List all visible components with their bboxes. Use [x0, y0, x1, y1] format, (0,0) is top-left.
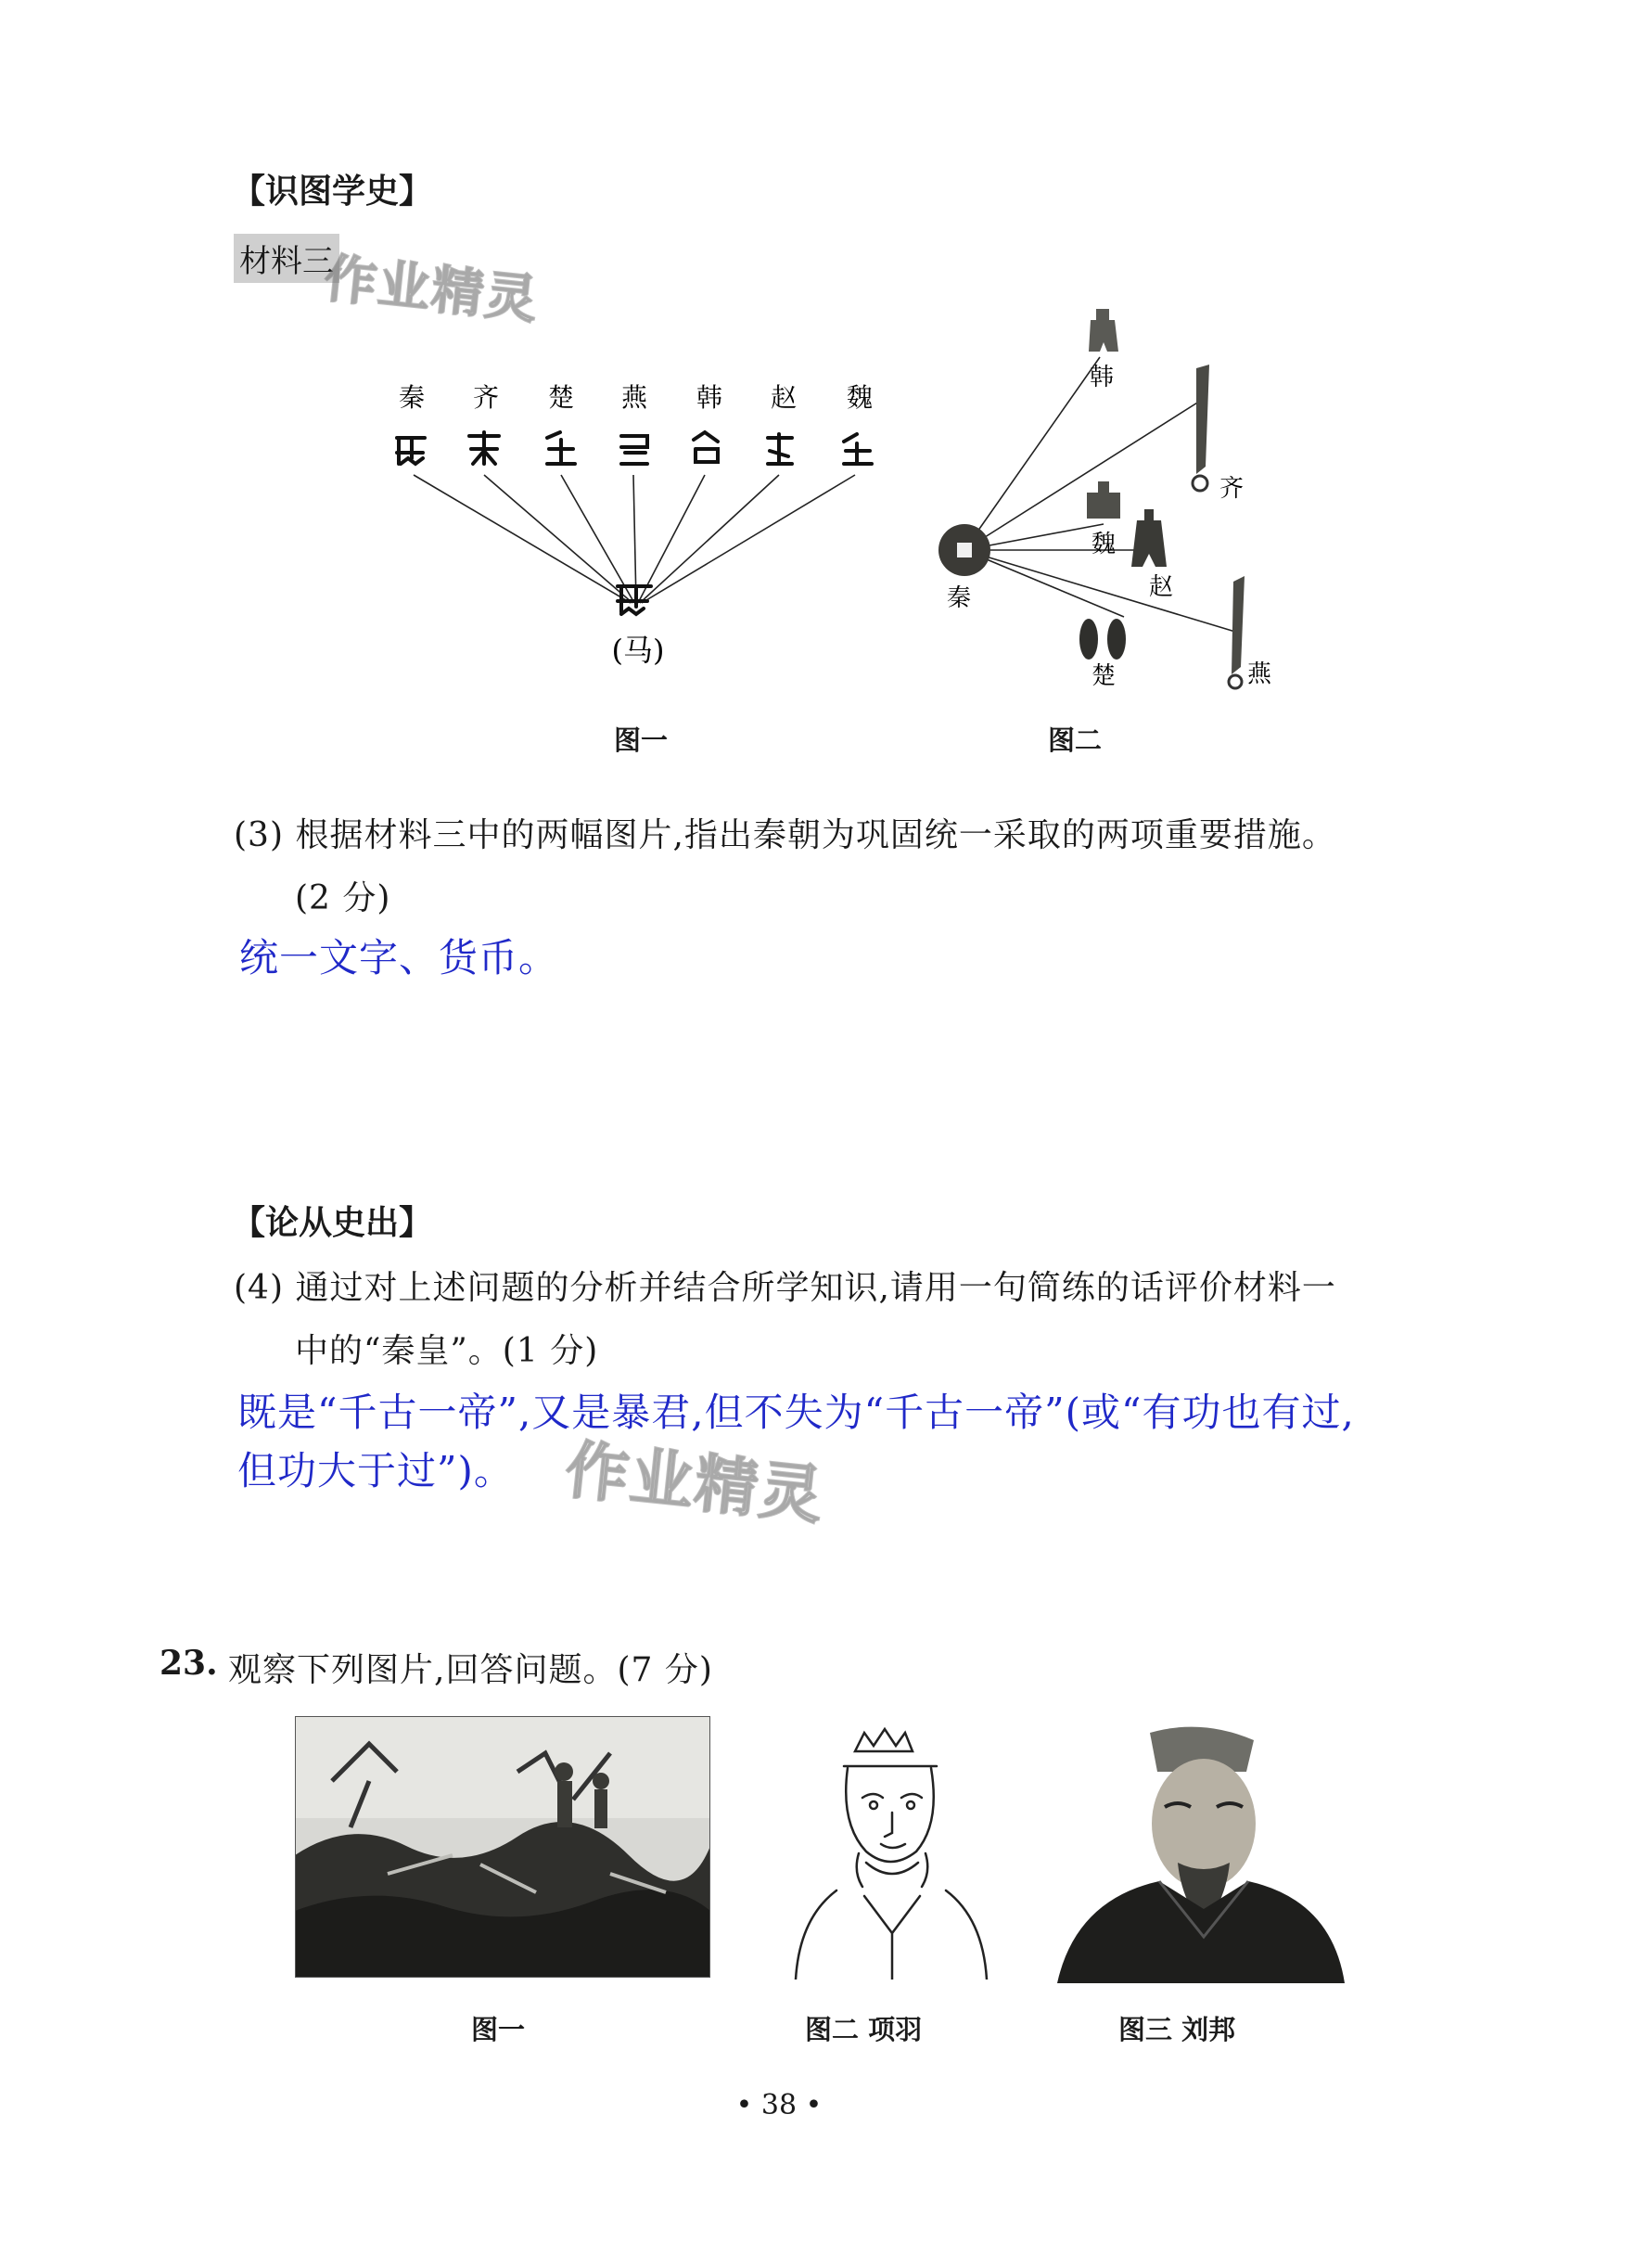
currency-label-wei: 魏 — [1091, 531, 1117, 558]
state-name-yan: 燕 — [620, 382, 648, 413]
state-name-qi: 齐 — [472, 382, 500, 413]
currency-label-qin: 秦 — [946, 584, 972, 612]
han-spade-coin-icon — [1089, 309, 1118, 352]
state-name-qin: 秦 — [398, 382, 426, 413]
qi-knife-coin-icon — [1193, 365, 1209, 491]
currency-label-zhao: 赵 — [1148, 573, 1174, 601]
figure2-currency-diagram — [918, 301, 1289, 700]
figure1-character-diagram — [371, 371, 909, 686]
q23-figure3-caption: 图三 刘邦 — [1118, 2014, 1236, 2045]
q4-answer-line1: 既是“千古一帝”,又是暴君,但不失为“千古一帝”(或“有功也有过, — [237, 1390, 1355, 1435]
currency-label-chu: 楚 — [1091, 662, 1117, 690]
q3-prompt-line1: (3) 根据材料三中的两幅图片,指出秦朝为巩固统一采取的两项重要措施。 — [234, 816, 1336, 854]
state-name-chu: 楚 — [547, 382, 575, 413]
q23-number: 23. — [160, 1644, 218, 1683]
center-label-ma: (马) — [611, 633, 665, 668]
state-name-zhao: 赵 — [770, 382, 798, 413]
zhao-spade-coin-icon — [1131, 509, 1167, 567]
q23-figure3-liubang-portrait — [1057, 1723, 1345, 1983]
page-number: • 38 • — [735, 2089, 823, 2121]
chu-antnose-coin-icon — [1079, 619, 1126, 660]
watermark: 作业精灵 — [321, 249, 543, 331]
currency-label-yan: 燕 — [1246, 660, 1272, 688]
q23-figure2-caption: 图二 项羽 — [805, 2014, 923, 2045]
q23-figure1-battle-scene — [295, 1716, 710, 1978]
figure2-caption: 图二 — [1048, 724, 1103, 756]
wei-spade-coin-icon — [1087, 481, 1120, 519]
currency-label-qi: 齐 — [1219, 475, 1245, 503]
q4-prompt-line2: 中的“秦皇”。(1 分) — [295, 1332, 599, 1370]
q3-answer: 统一文字、货币。 — [239, 935, 559, 980]
q4-prompt-line1: (4) 通过对上述问题的分析并结合所学知识,请用一句简练的话评价材料一 — [234, 1269, 1336, 1307]
q23-prompt: 观察下列图片,回答问题。(7 分) — [228, 1651, 713, 1689]
yan-knife-coin-icon — [1229, 576, 1245, 688]
ancient-glyphs — [397, 432, 872, 464]
center-glyph-ma — [618, 586, 651, 614]
state-name-han: 韩 — [696, 382, 723, 413]
watermark-2: 作业精灵 — [562, 1433, 828, 1534]
q23-figure1-caption: 图一 — [471, 2014, 526, 2045]
section-heading-discuss: 【论从史出】 — [232, 1204, 433, 1242]
section-heading-identify: 【识图学史】 — [232, 173, 433, 211]
q3-prompt-line2: (2 分) — [295, 879, 391, 917]
currency-label-han: 韩 — [1089, 364, 1115, 391]
q4-answer-line2: 但功大于过”)。 — [237, 1448, 514, 1493]
state-name-wei: 魏 — [846, 382, 874, 413]
material-label: 材料三 — [234, 234, 339, 283]
figure1-caption: 图一 — [614, 724, 669, 756]
qin-round-coin-icon — [938, 524, 990, 576]
q23-figure2-xiangyu-portrait — [781, 1723, 994, 1980]
